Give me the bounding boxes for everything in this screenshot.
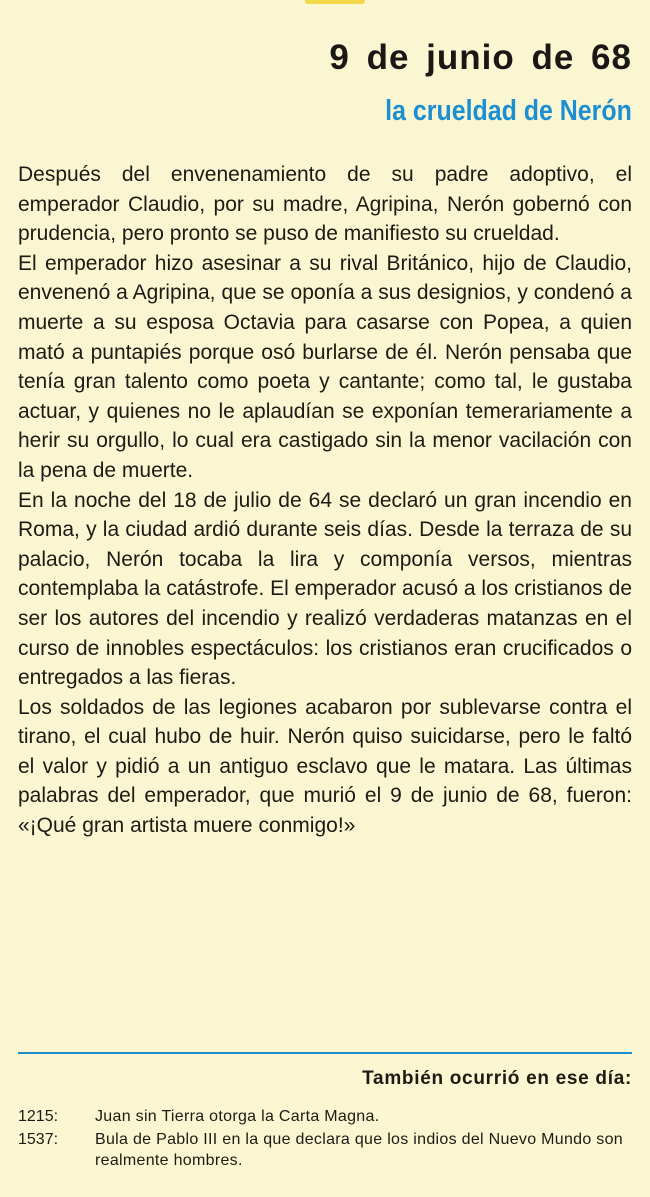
paragraph-1: Después del envenenamiento de su padre adoptivo, el emperador Claudio, por su madre, Agripina, Nerón gobernó con prudencia, pero pronto se puso de manifiesto su crueldad.: [18, 163, 632, 246]
event-text: Juan sin Tierra otorga la Carta Magna.: [95, 1108, 380, 1125]
event-row: [18, 1106, 632, 1127]
page-title-date: 9 de junio de 68: [329, 38, 632, 77]
paragraph-3: En la noche del 18 de julio de 64 se declaró un gran incendio en Roma, y la ciudad ardió durante seis días. Desde la terraza de su palacio, Nerón tocaba la lira y componía versos, mientras contemplaba la catástrofe. El emperador acusó a los cristianos de ser los autores del incendio y realizó verdaderas matanzas en el curso de innobles espectáculos: los cristianos eran crucificados o entregados a las fieras.: [18, 488, 632, 690]
event-year: 1537:: [18, 1131, 59, 1148]
top-color-mark: [305, 0, 365, 4]
events-list: [18, 1106, 632, 1173]
event-text: Bula de Pablo III en la que declara que los indios del Nuevo Mundo son realmente hombres.: [95, 1131, 624, 1169]
also-happened-heading: También ocurrió en ese día:: [362, 1068, 632, 1089]
article-body: [18, 160, 632, 841]
event-year: 1215:: [18, 1108, 59, 1125]
paragraph-4: Los soldados de las legiones acabaron por sublevarse contra el tirano, el cual hubo de huir. Nerón quiso suicidarse, pero le faltó el valor y pidió a un antiguo esclavo que le matara. Las últimas palabras del emperador, que murió el 9 de junio de 68, fueron: «¡Qué gran artista muere conmigo!»: [18, 695, 632, 838]
paragraph-2: El emperador hizo asesinar a su rival Británico, hijo de Claudio, envenenó a Agripina, que se oponía a sus designios, y condenó a muerte a su esposa Octavia para casarse con Popea, a quien mató a puntapiés porque osó burlarse de él. Nerón pensaba que tenía gran talento como poeta y cantante; como tal, le gustaba actuar, y quienes no le aplaudían se exponían temerariamente a herir su orgullo, lo cual era castigado sin la menor vacilación con la pena de muerte.: [18, 251, 632, 482]
section-divider: [18, 1052, 632, 1054]
event-row: [18, 1129, 632, 1171]
page-subtitle: la crueldad de Nerón: [385, 95, 632, 127]
